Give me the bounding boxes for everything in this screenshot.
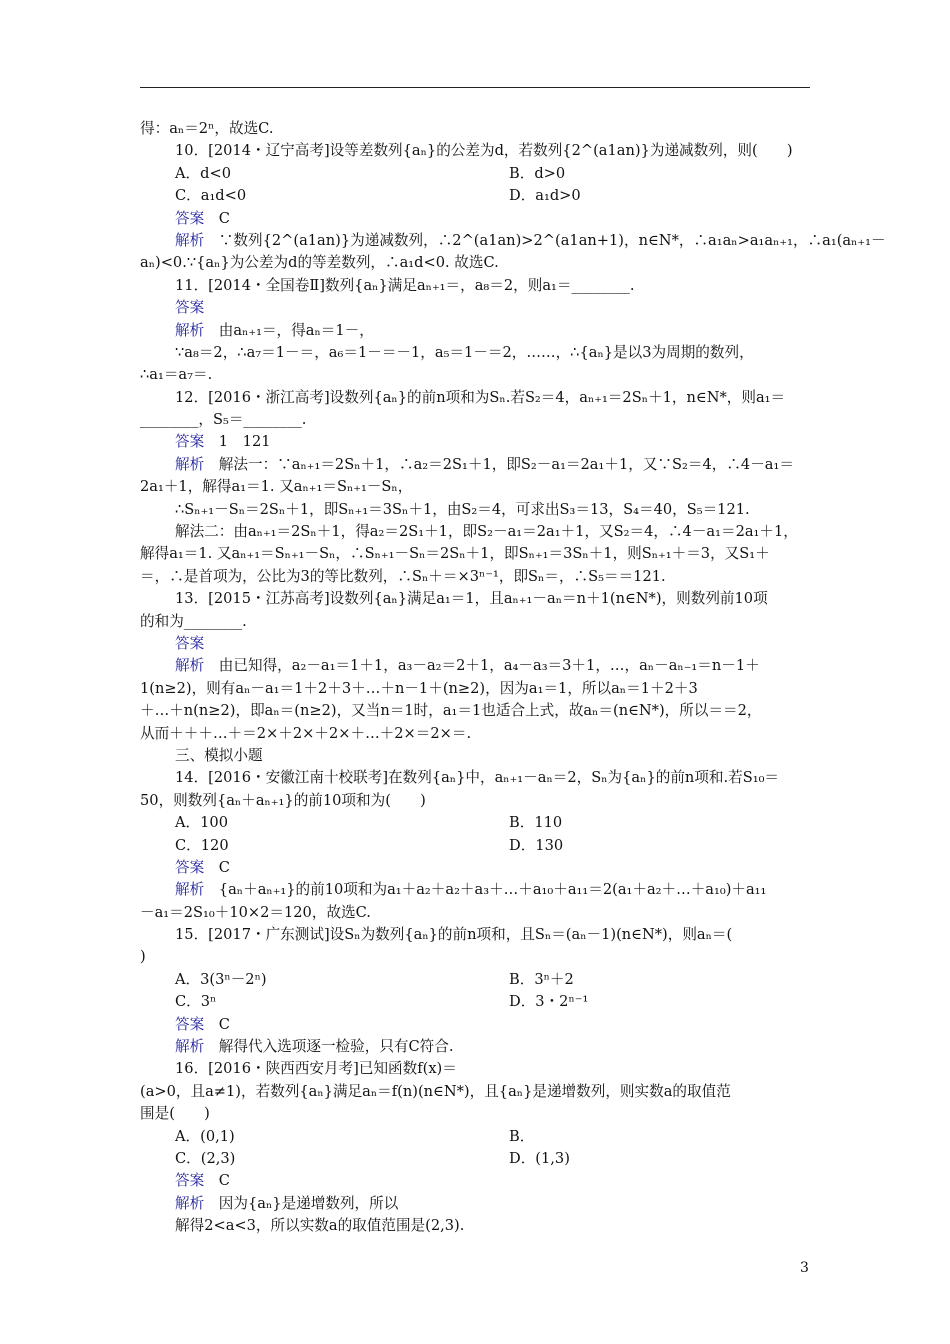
option-right: B．110 — [509, 814, 563, 832]
text-line: ∴Sₙ₊₁－Sₙ＝2Sₙ＋1，即Sₙ₊₁＝3Sₙ＋1，由S₂＝4，可求出S₃＝13，S₄＝40，S₅＝121. — [175, 500, 750, 518]
option-left: C．(2,3) — [175, 1149, 236, 1167]
option-left: A．(0,1) — [175, 1127, 235, 1145]
document-body — [140, 118, 886, 1238]
answer-line — [140, 297, 810, 319]
option-row — [140, 1148, 810, 1170]
text-line: 解得2<a<3，所以实数a的取值范围是(2,3). — [175, 1217, 465, 1235]
section-tag: 解析 — [175, 881, 205, 899]
text-line: 13．[2015・江苏高考]设数列{aₙ}满足a₁＝1，且aₙ₊₁－aₙ＝n＋1(n∈N*)，则数列前10项 — [175, 590, 768, 608]
section-tag: 解析 — [175, 321, 205, 339]
option-right: B．d>0 — [509, 164, 566, 182]
text-line: 围是( ) — [140, 1105, 210, 1123]
text-line: ＋…＋n(n≥2)，即aₙ＝(n≥2)，又当n＝1时，a₁＝1也适合上式，故aₙ＝(n∈N*)，所以＝＝2， — [140, 702, 762, 720]
option-right: D．a₁d>0 — [509, 187, 581, 205]
text-line: 从而＋＋＋…＋＝2×＋2×＋2×＋…＋2×＝2×＝. — [140, 724, 472, 742]
section-tag: 答案 — [175, 209, 205, 227]
text-line: 15．[2017・广东测试]设Sₙ为数列{aₙ}的前n项和，且Sₙ＝(aₙ－1)(n∈N*)，则aₙ＝( — [175, 926, 733, 944]
text-line: 12．[2016・浙江高考]设数列{aₙ}的前n项和为Sₙ.若S₂＝4，aₙ₊₁＝2Sₙ＋1，n∈N*，则a₁＝ — [175, 388, 786, 406]
header-rule — [140, 87, 810, 88]
page-number: 3 — [800, 1260, 809, 1276]
text-line: 10．[2014・辽宁高考]设等差数列{aₙ}的公差为d，若数列{2^(a1an)}为递减数列，则( ) — [175, 142, 793, 160]
analysis-line — [140, 655, 810, 677]
text-line: 16．[2016・陕西西安月考]已知函数f(x)＝ — [175, 1060, 457, 1078]
text-line: 解得a₁＝1. 又aₙ₊₁＝Sₙ₊₁－Sₙ，∴Sₙ₊₁－Sₙ＝2Sₙ＋1，即Sₙ₊₁＝3Sₙ＋1，则Sₙ₊₁＋＝3，又S₁＋ — [140, 545, 770, 563]
answer-line — [140, 208, 810, 230]
option-row — [140, 185, 810, 207]
text-line: 2a₁＋1，解得a₁＝1. 又aₙ₊₁＝Sₙ₊₁－Sₙ， — [140, 478, 413, 496]
section-tag: 答案 — [175, 433, 205, 451]
text-line: 解法二：由aₙ₊₁＝2Sₙ＋1，得a₂＝2S₁＋1，即S₂－a₁＝2a₁＋1，又S₂＝4，∴4－a₁＝2a₁＋1， — [175, 523, 798, 541]
analysis-line — [140, 1036, 810, 1058]
text-line: －a₁＝2S₁₀＋10×2＝120，故选C. — [140, 903, 371, 921]
text-line: 11．[2014・全国卷Ⅱ]数列{aₙ}满足aₙ₊₁＝，a₈＝2，则a₁＝________. — [175, 276, 635, 294]
option-right: B． — [509, 1127, 535, 1145]
option-row — [140, 969, 810, 991]
option-left: A．d<0 — [175, 164, 231, 182]
line-text: C — [204, 209, 230, 227]
analysis-line — [140, 320, 810, 342]
text-line: 50，则数列{aₙ＋aₙ₊₁}的前10项和为( ) — [140, 791, 426, 809]
line-text: {aₙ＋aₙ₊₁}的前10项和为a₁＋a₂＋a₂＋a₃＋…＋a₁₀＋a₁₁＝2(a₁＋a₂＋…＋a₁₀)＋a₁₁ — [204, 881, 767, 899]
analysis-line — [140, 1193, 810, 1215]
text-line: 的和为________. — [140, 612, 247, 630]
option-row — [140, 835, 810, 857]
line-text: C — [204, 1015, 230, 1033]
option-left: C．a₁d<0 — [175, 187, 247, 205]
line-text: ∵数列{2^(a1an)}为递减数列，∴2^(a1an)>2^(a1an+1)，n∈N*，∴a₁aₙ>a₁aₙ₊₁，∴a₁(aₙ₊₁－ — [204, 231, 886, 249]
text-line: ________，S₅＝________. — [140, 411, 307, 429]
answer-line — [140, 857, 810, 879]
line-text: 解得代入选项逐一检验，只有C符合. — [204, 1038, 454, 1056]
text-line: (a>0，且a≠1)，若数列{aₙ}满足aₙ＝f(n)(n∈N*)，且{aₙ}是递增数列，则实数a的取值范 — [140, 1082, 731, 1100]
option-left: A．3(3ⁿ－2ⁿ) — [175, 970, 267, 988]
answer-line — [140, 633, 810, 655]
option-right: D．130 — [509, 836, 564, 854]
answer-line — [140, 431, 810, 453]
line-text: 1 121 — [204, 433, 271, 451]
section-tag: 答案 — [175, 299, 205, 317]
option-row — [140, 812, 810, 834]
text-line: 三、模拟小题 — [175, 746, 263, 764]
section-tag: 答案 — [175, 1015, 205, 1033]
line-text: 因为{aₙ}是递增数列，所以 — [204, 1194, 399, 1212]
text-line: 得：aₙ＝2ⁿ，故选C. — [140, 120, 274, 137]
section-tag: 解析 — [175, 1038, 205, 1056]
section-tag: 解析 — [175, 455, 205, 473]
line-text: C — [204, 858, 230, 876]
option-right: D．(1,3) — [509, 1149, 570, 1167]
section-tag: 解析 — [175, 231, 205, 249]
section-tag: 答案 — [175, 634, 205, 652]
section-tag: 答案 — [175, 1172, 205, 1190]
text-line: 1(n≥2)，则有aₙ－a₁＝1＋2＋3＋…＋n－1＋(n≥2)，因为a₁＝1，所以aₙ＝1＋2＋3 — [140, 679, 698, 697]
analysis-line — [140, 230, 886, 252]
option-left: A．100 — [175, 814, 228, 832]
section-tag: 答案 — [175, 858, 205, 876]
section-tag: 解析 — [175, 657, 205, 675]
text-line: aₙ)<0.∵{aₙ}为公差为d的等差数列，∴a₁d<0. 故选C. — [140, 254, 499, 272]
option-left: C．3ⁿ — [175, 993, 217, 1011]
answer-line — [140, 1170, 810, 1192]
text-line: 14．[2016・安徽江南十校联考]在数列{aₙ}中，aₙ₊₁－aₙ＝2，Sₙ为{aₙ}的前n项和.若S₁₀＝ — [175, 769, 780, 787]
section-tag: 解析 — [175, 1194, 205, 1212]
option-right: B．3ⁿ＋2 — [509, 970, 574, 988]
answer-line — [140, 1014, 810, 1036]
text-line: ∵a₈＝2，∴a₇＝1－＝，a₆＝1－＝－1，a₅＝1－＝2，……，∴{aₙ}是以3为周期的数列， — [175, 343, 754, 361]
text-line: ) — [140, 948, 146, 966]
text-line: ＝，∴是首项为，公比为3的等比数列，∴Sₙ＋＝×3ⁿ⁻¹，即Sₙ＝，∴S₅＝＝121. — [140, 567, 666, 585]
option-right: D．3・2ⁿ⁻¹ — [509, 993, 589, 1011]
line-text: 由aₙ₊₁＝，得aₙ＝1－， — [204, 321, 374, 339]
line-text: 由已知得，a₂－a₁＝1＋1，a₃－a₂＝2＋1，a₄－a₃＝3＋1，…，aₙ－aₙ₋₁＝n－1＋ — [204, 657, 760, 675]
option-row — [140, 991, 810, 1013]
option-row — [140, 163, 810, 185]
analysis-line — [140, 454, 810, 476]
line-text: 解法一：∵aₙ₊₁＝2Sₙ＋1，∴a₂＝2S₁＋1，即S₂－a₁＝2a₁＋1，又∵S₂＝4，∴4－a₁＝ — [204, 455, 794, 473]
line-text: C — [204, 1172, 230, 1190]
option-row — [140, 1126, 810, 1148]
text-line: ∴a₁＝a₇＝. — [140, 366, 213, 384]
option-left: C．120 — [175, 836, 229, 854]
analysis-line — [140, 879, 810, 901]
